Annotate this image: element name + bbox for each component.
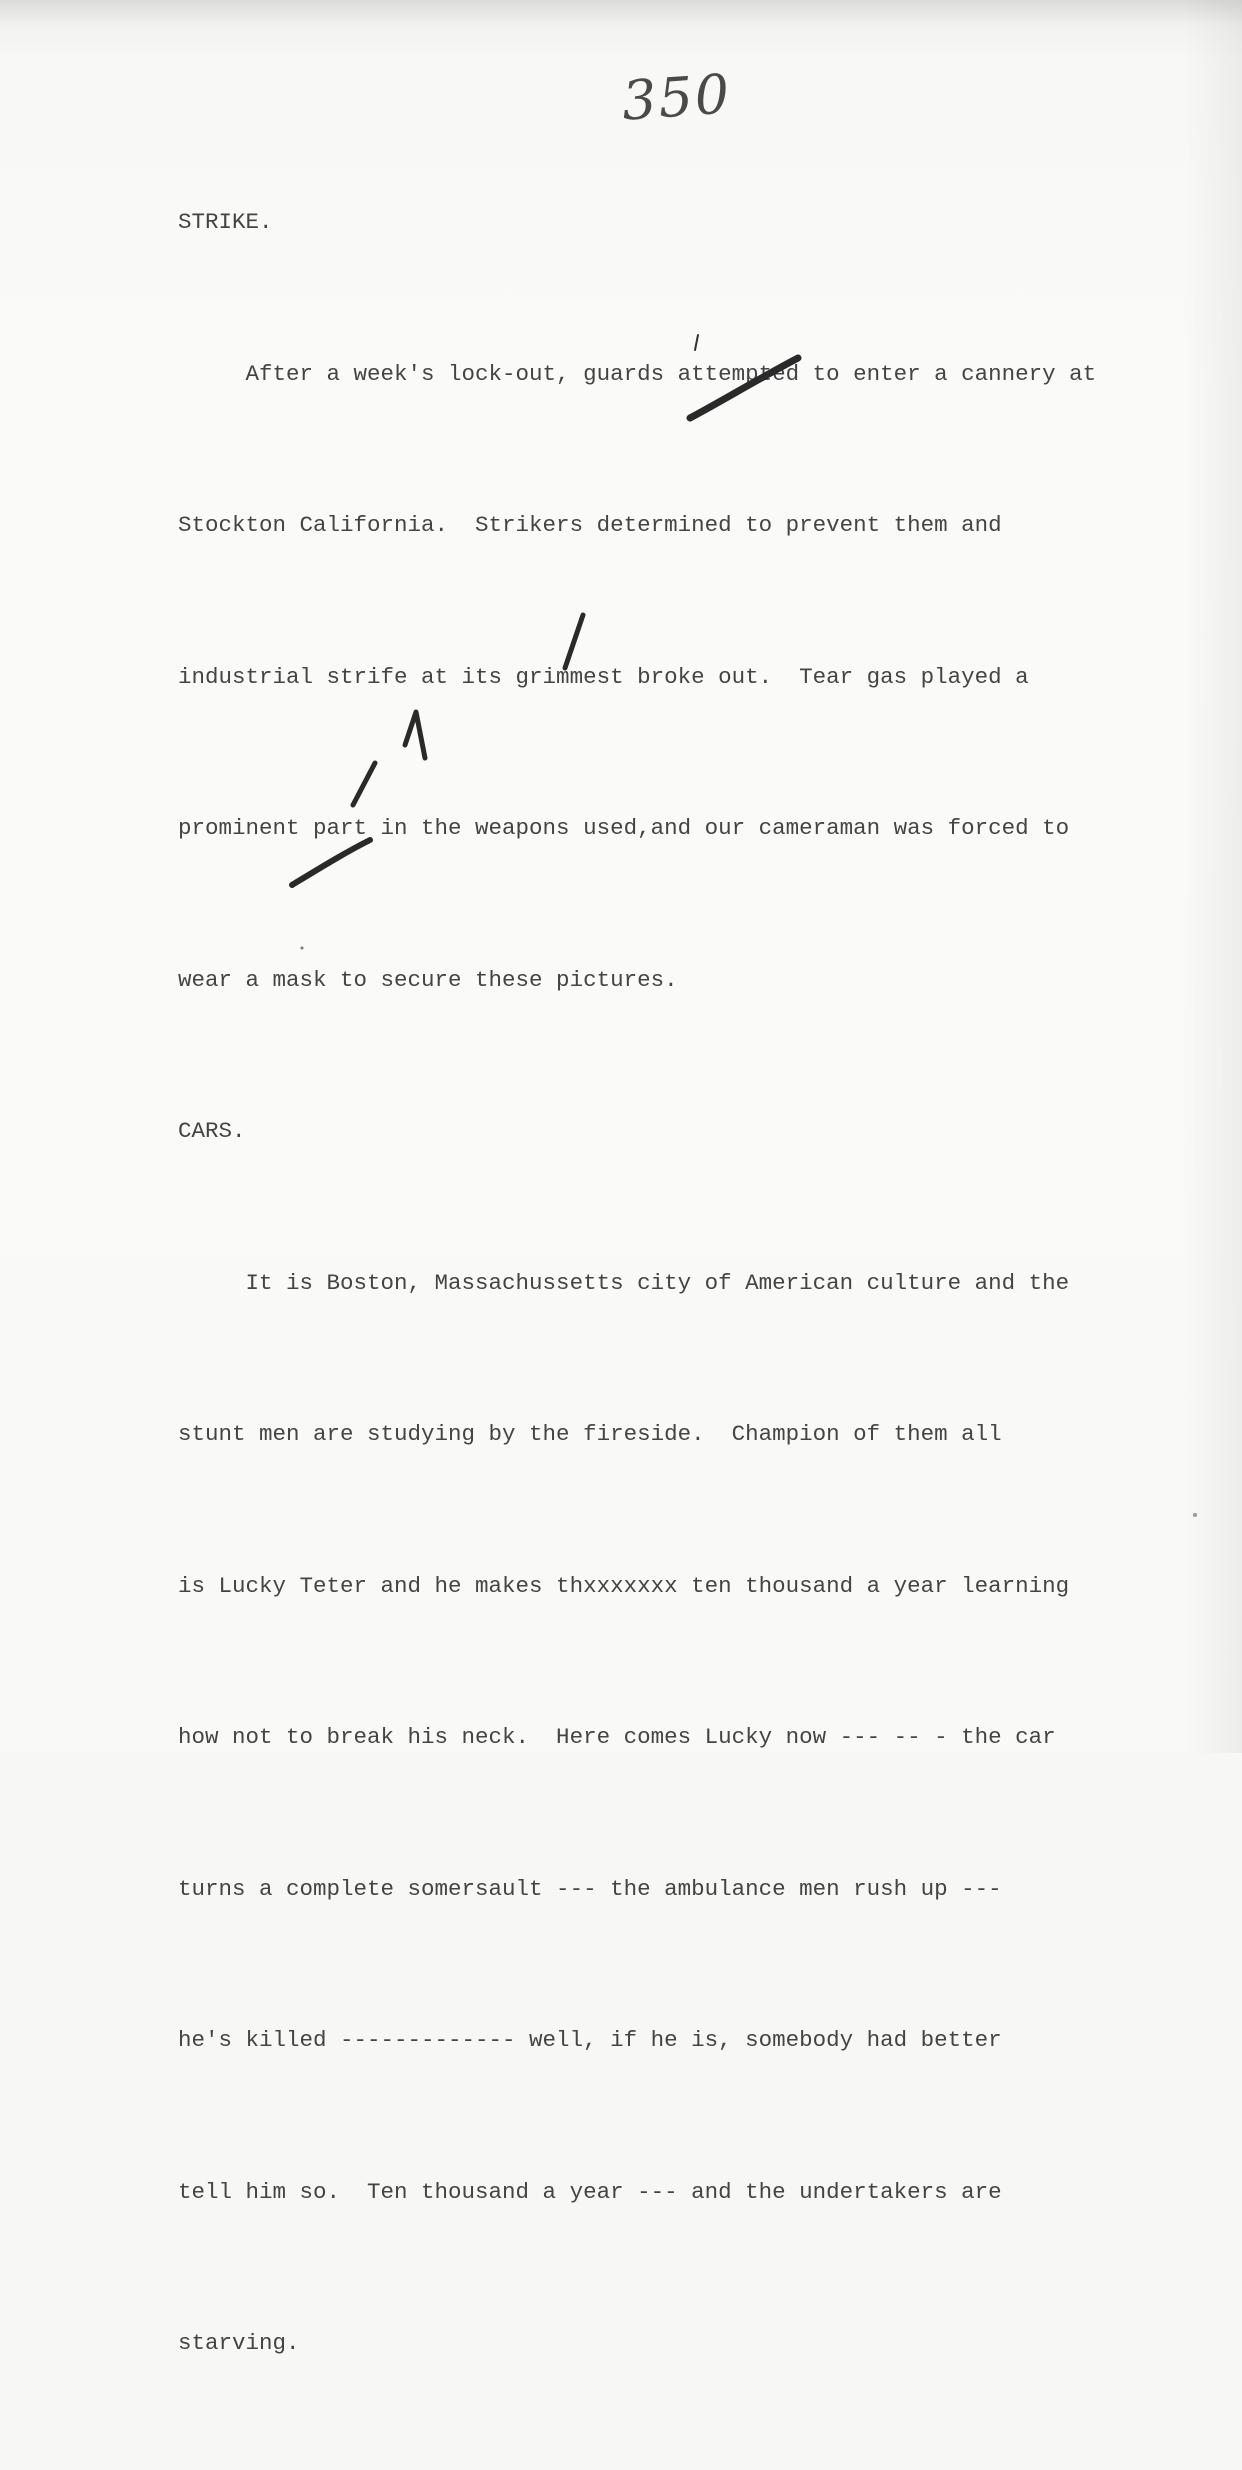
text-line: how not to break his neck. Here comes Lucky now --- -- - the car [178,1724,1056,1750]
paper-speck [1193,1513,1197,1517]
pen-slash-mark [690,358,798,418]
text-line: wear a mask to secure these pictures. [178,966,678,993]
pen-slash-mark [292,840,370,885]
text-line: industrial strife at its grimmest broke out. Tear gas played a [178,663,1029,690]
pen-tick-mark [695,335,698,350]
text-line: he's killed ------------- well, if he is, somebody had better [178,2027,1002,2053]
pen-caret-mark [405,712,425,758]
text-line: After a week's lock-out, guards attempted to enter a cannery at [178,360,1097,387]
text-line: prominent part in the weapons used,and our cameraman was forced to [178,815,1070,841]
handwritten-page-number: 350 [619,62,734,133]
text-line: tell him so. Ten thousand a year --- and the undertakers are [178,2178,1002,2205]
text-line: It is Boston, Massachussetts city of American culture and the [178,1269,1070,1296]
text-line: CARS. [178,1118,246,1144]
text-line: stunt men are studying by the fireside. Champion of them all [178,1421,1002,1447]
paper-speck [301,947,304,950]
pen-slash-mark [353,763,375,805]
pen-slash-mark [565,615,583,668]
text-line: starving. [178,2330,300,2356]
text-line: Stockton California. Strikers determined to prevent them and [178,512,1002,538]
text-line: STRIKE. [178,209,273,235]
text-line: turns a complete somersault --- the ambulance men rush up --- [178,1875,1002,1902]
text-line: is Lucky Teter and he makes thxxxxxxx ten thousand a year learning [178,1572,1070,1599]
